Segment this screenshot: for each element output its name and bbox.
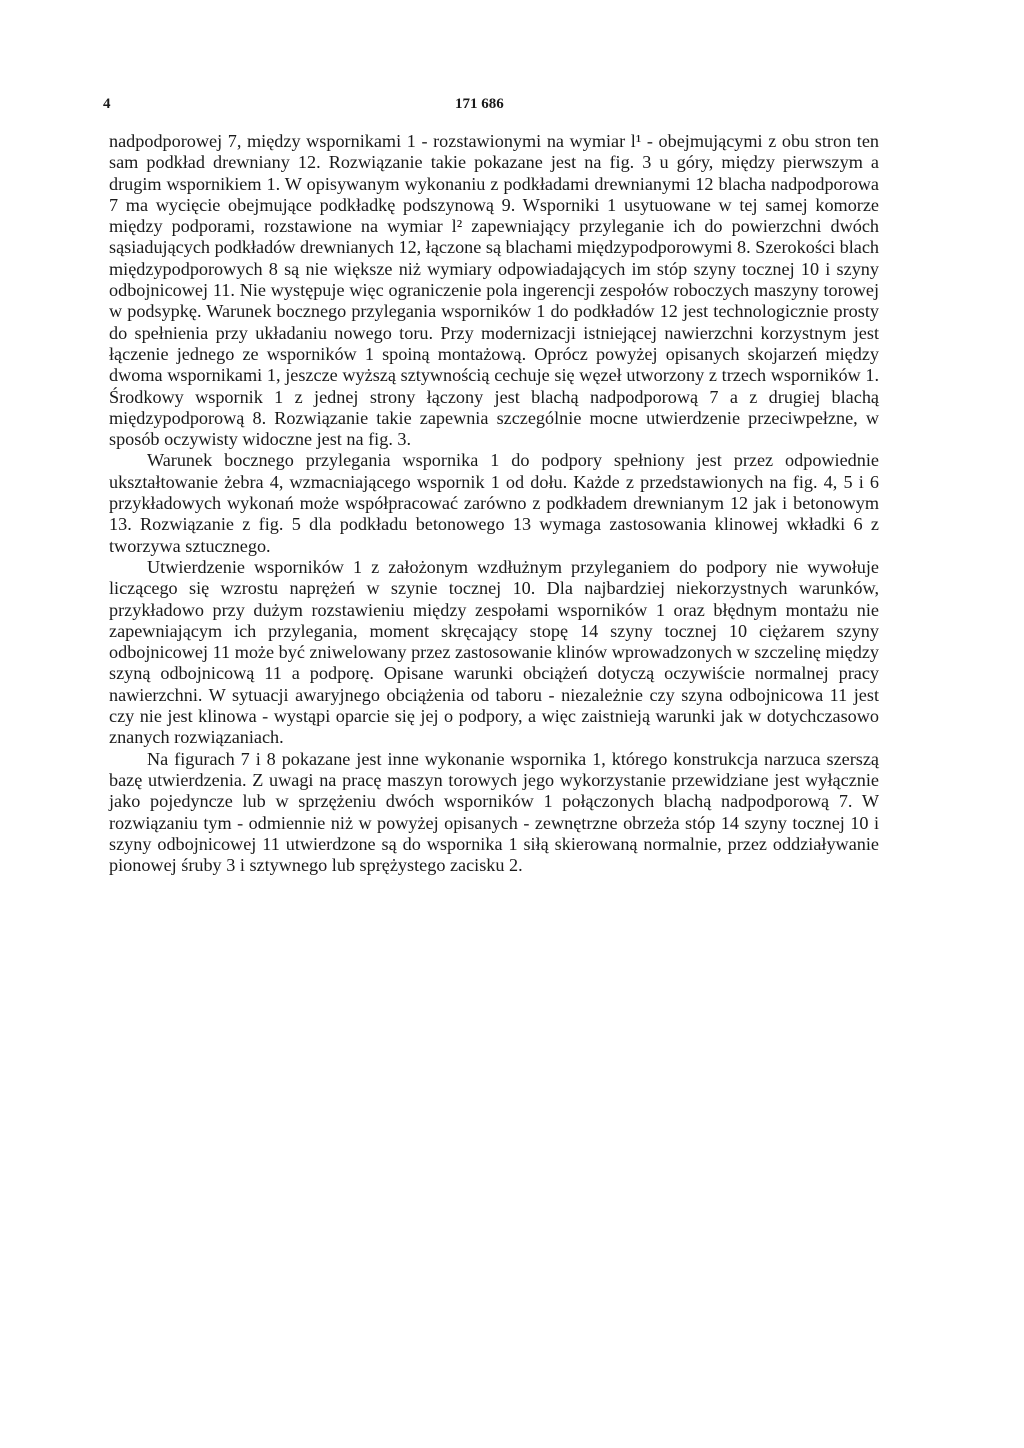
- paragraph: nadpodporowej 7, między wspornikami 1 - rozstawionymi na wymiar l¹ - obejmującymi z obu stron ten sam podkład drewniany 12. Rozwiązanie takie pokazane jest na fig. 3 u góry, między pierwszym a drugim wspornikiem 1. W opisywanym wykonaniu z podkładami drewnianymi 12 blacha nadpodporowa 7 ma wycięcie obejmujące podkładkę podszynową 9. Wsporniki 1 usytuowane w tej samej komorze między podporami, rozstawione na wymiar l² zapewniający przyleganie ich do powierzchni dwóch sąsiadujących podkładów drewnianych 12, łączone są blachami międzypodporowymi 8. Szerokości blach międzypodporowych 8 są nie większe niż wymiary odpowiadających im stóp szyny tocznej 10 i szyny odbojnicowej 11. Nie występuje więc ograniczenie pola ingerencji zespołów roboczych maszyny torowej w podsypkę. Warunek bocznego przylegania wsporników 1 do podkładów 12 jest technologicznie prosty do spełnienia przy układaniu nowego toru. Przy modernizacji istniejącej nawierzchni korzystnym jest łączenie jednego ze wsporników 1 spoiną montażową. Oprócz powyżej opisanych skojarzeń między dwoma wspornikami 1, jeszcze wyższą sztywnością cechuje się węzeł utworzony z trzech wsporników 1. Środkowy wspornik 1 z jednej strony łączony jest blachą nadpodporową 7 a z drugiej blachą międzypodporową 8. Rozwiązanie takie zapewnia szczególnie mocne utwierdzenie przeciwpełzne, w sposób oczywisty widoczne jest na fig. 3.: [109, 131, 879, 450]
- document-number: 171 686: [455, 96, 504, 112]
- paragraph: Utwierdzenie wsporników 1 z założonym wzdłużnym przyleganiem do podpory nie wywołuje liczącego się wzrostu naprężeń w szynie tocznej 10. Dla najbardziej niekorzystnych warunków, przykładowo przy dużym rozstawieniu między zespołami wsporników 1 oraz błędnym montażu nie zapewniającym ich przylegania, moment skręcający stopę 14 szyny tocznej 10 ciężarem szyny odbojnicowej 11 może być zniwelowany przez zastosowanie klinów wprowadzonych w szczelinę między szyną odbojnicową 11 a podporę. Opisane warunki obciążeń dotyczą oczywiście normalnej pracy nawierzchni. W sytuacji awaryjnego obciążenia od taboru - niezależnie czy szyna odbojnicowa 11 jest czy nie jest klinowa - wystąpi oparcie się jej o podpory, a więc zaistnieją warunki jak w dotychczasowo znanych rozwiązaniach.: [109, 556, 879, 748]
- paragraph: Warunek bocznego przylegania wspornika 1 do podpory spełniony jest przez odpowiednie ukształtowanie żebra 4, wzmacniającego wspornik 1 od dołu. Każde z przedstawionych na fig. 4, 5 i 6 przykładowych wykonań może współpracować zarówno z podkładem drewnianym 12 jak i betonowym 13. Rozwiązanie z fig. 5 dla podkładu betonowego 13 wymaga zastosowania klinowej wkładki 6 z tworzywa sztucznego.: [109, 450, 879, 556]
- body-text: [109, 131, 879, 876]
- paragraph: Na figurach 7 i 8 pokazane jest inne wykonanie wspornika 1, którego konstrukcja narzuca szerszą bazę utwierdzenia. Z uwagi na pracę maszyn torowych jego wykorzystanie przewidziane jest wyłącznie jako pojedyncze lub w sprzężeniu dwóch wsporników 1 połączonych blachą nadpodporową 7. W rozwiązaniu tym - odmiennie niż w powyżej opisanych - zewnętrzne obrzeża stóp 14 szyny tocznej 10 i szyny odbojnicowej 11 utwierdzone są do wspornika 1 siłą skierowaną normalnie, przez oddziaływanie pionowej śruby 3 i sztywnego lub sprężystego zacisku 2.: [109, 748, 879, 876]
- page-number: 4: [103, 96, 111, 112]
